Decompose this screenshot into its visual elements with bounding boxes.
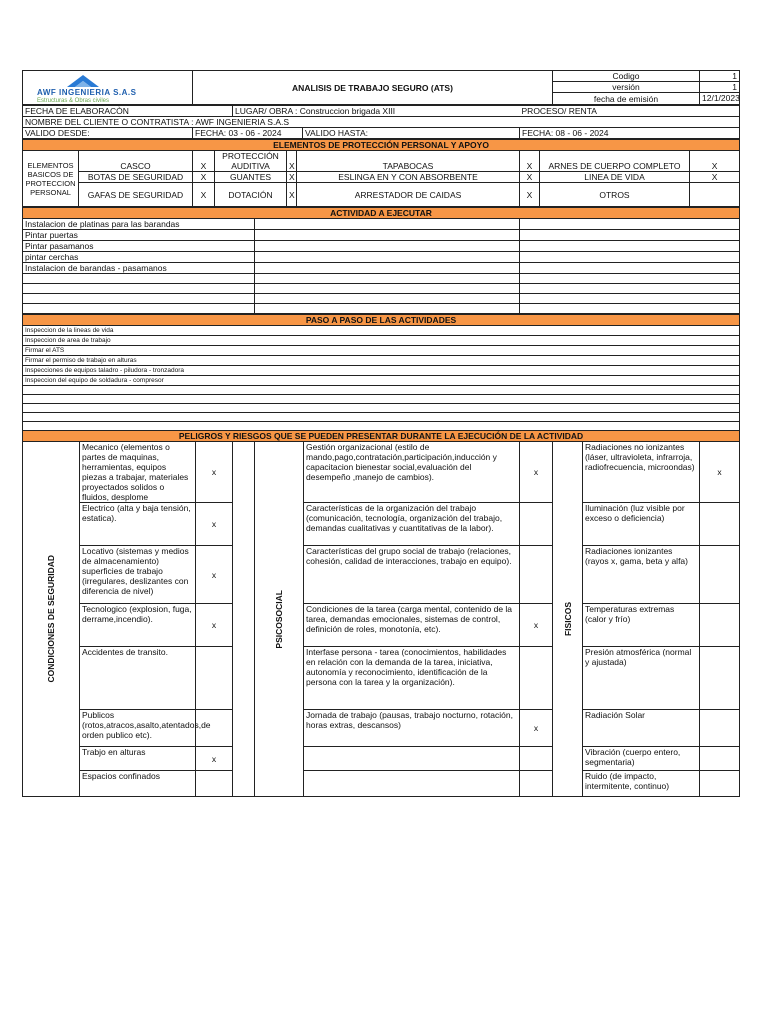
psicosocial-mark — [520, 747, 553, 771]
fisicos-risk: Iluminación (luz visible por exceso o deficiencia) — [583, 503, 700, 546]
fisicos-risk: Ruido (de impacto, intermitente, continuo) — [583, 771, 700, 797]
epp-eslinga: ESLINGA EN Y CON ABSORBENTE — [297, 172, 520, 183]
actividad-empty-cell — [255, 230, 520, 241]
fisicos-risk: Radiación Solar — [583, 710, 700, 747]
epp-proteccion-auditiva: PROTECCIÓN AUDITIVA — [215, 151, 287, 172]
peligro-row — [23, 503, 740, 546]
logo-text: AWF INGENIERIA S.A.S — [37, 87, 137, 97]
epp-gafas: GAFAS DE SEGURIDAD — [79, 183, 193, 207]
paso-row — [23, 336, 740, 346]
paso-row — [23, 326, 740, 336]
actividad-text: Pintar puertas — [23, 230, 255, 241]
actividad-row — [23, 304, 740, 314]
seguridad-risk: Mecanico (elementos o partes de maquinas, herramientas, equipos piezas a trabajar, materiales proyectados solidos o fluidos, desplome — [80, 442, 196, 503]
psicosocial-mark: x — [520, 442, 553, 503]
fisicos-mark: x — [700, 442, 740, 503]
epp-row-label: ELEMENTOS BASICOS DE PROTECCION PERSONAL — [23, 151, 79, 207]
paso-row — [23, 386, 740, 395]
peligro-row — [23, 771, 740, 797]
company-logo — [23, 71, 193, 105]
category-seguridad-label: CONDICIONES DE SEGURIDAD — [46, 555, 56, 683]
codigo-value: 1 — [700, 71, 740, 82]
psicosocial-risk: Interfase persona - tarea (conocimientos, habilidades en relación con la demanda de la tarea, iniciativa, autonomía y reconocimiento, identificación de la persona con la tarea y la organización). — [304, 647, 520, 710]
fisicos-risk: Temperaturas extremas (calor y frío) — [583, 604, 700, 647]
category-psicosocial-label: PSICOSOCIAL — [274, 589, 284, 649]
lugar-obra: LUGAR/ OBRA : Construccion brigada XIII — [233, 106, 520, 117]
epp-tapabocas-mark: X — [520, 151, 540, 172]
category-fisicos-label: FISICOS — [562, 601, 573, 636]
actividad-text: Pintar pasamanos — [23, 241, 255, 252]
epp-linea-vida: LINEA DE VIDA — [540, 172, 690, 183]
actividad-text: Instalacion de platinas para las barandas — [23, 219, 255, 230]
epp-botas-mark: X — [193, 172, 215, 183]
fisicos-mark — [700, 647, 740, 710]
epp-guantes: GUANTES — [215, 172, 287, 183]
peligro-row — [23, 604, 740, 647]
peligro-row — [23, 710, 740, 747]
paso-text — [23, 404, 740, 413]
epp-botas: BOTAS DE SEGURIDAD — [79, 172, 193, 183]
epp-arnes: ARNES DE CUERPO COMPLETO — [540, 151, 690, 172]
psicosocial-mark: x — [520, 710, 553, 747]
seguridad-mark: x — [196, 503, 233, 546]
psicosocial-risk — [304, 747, 520, 771]
paso-row — [23, 404, 740, 413]
epp-otros: OTROS — [540, 183, 690, 207]
form-title: ANALISIS DE TRABAJO SEGURO (ATS) — [193, 71, 553, 105]
actividad-text — [23, 304, 255, 314]
epp-table — [22, 139, 740, 207]
peligros-table — [22, 430, 740, 797]
emision-value: 12/1/2023 — [700, 93, 740, 105]
actividad-section-title: ACTIVIDAD A EJECUTAR — [23, 208, 740, 219]
epp-casco: CASCO — [79, 151, 193, 172]
category-psicosocial — [255, 442, 304, 797]
actividad-text: Instalacion de barandas - pasamanos — [23, 263, 255, 274]
epp-arrestador: ARRESTADOR DE CAIDAS — [297, 183, 520, 207]
epp-eslinga-mark: X — [520, 172, 540, 183]
peligro-row — [23, 647, 740, 710]
fecha-desde: FECHA: 03 - 06 - 2024 — [193, 128, 303, 139]
actividad-text — [23, 284, 255, 294]
actividad-row — [23, 241, 740, 252]
fisicos-risk: Radiaciones no ionizantes (láser, ultravioleta, infrarroja, radiofrecuencia, microondas) — [583, 442, 700, 503]
paso-text: Inspeccion del equipo de soldadura - compresor — [23, 376, 740, 386]
psicosocial-risk: Jornada de trabajo (pausas, trabajo nocturno, rotación, horas extras, descansos) — [304, 710, 520, 747]
psicosocial-risk: Gestión organizacional (estilo de mando,pago,contratación,participación,inducción y capacitacion bienestar social,evaluación del desempeño ,manejo de cambios). — [304, 442, 520, 503]
actividad-row — [23, 274, 740, 284]
actividad-text — [23, 294, 255, 304]
psicosocial-mark — [520, 647, 553, 710]
fisicos-mark — [700, 503, 740, 546]
actividad-empty-cell — [520, 304, 740, 314]
epp-tapabocas: TAPABOCAS — [297, 151, 520, 172]
actividad-text — [23, 274, 255, 284]
actividad-empty-cell — [255, 294, 520, 304]
epp-otros-mark — [690, 183, 740, 207]
paso-row — [23, 356, 740, 366]
logo-subtext: Estructuras & Obras civiles — [37, 97, 110, 104]
pasos-table — [22, 314, 740, 431]
actividad-row — [23, 219, 740, 230]
epp-guantes-mark: X — [287, 172, 297, 183]
ats-form — [22, 70, 739, 797]
epp-arrestador-mark: X — [520, 183, 540, 207]
actividad-empty-cell — [255, 219, 520, 230]
seguridad-risk: Electrico (alta y baja tensión, estatica). — [80, 503, 196, 546]
epp-section-title: ELEMENTOS DE PROTECCIÓN PERSONAL Y APOYO — [23, 140, 740, 151]
fecha-elaboracion: FECHA DE ELABORACÒN — [23, 106, 233, 117]
seguridad-mark: x — [196, 747, 233, 771]
actividad-empty-cell — [255, 241, 520, 252]
actividad-empty-cell — [520, 274, 740, 284]
fisicos-risk: Vibración (cuerpo entero, segmentaria) — [583, 747, 700, 771]
paso-text — [23, 413, 740, 422]
version-value: 1 — [700, 82, 740, 93]
paso-text — [23, 395, 740, 404]
peligro-row — [23, 546, 740, 604]
actividad-empty-cell — [255, 252, 520, 263]
fecha-hasta: FECHA: 08 - 06 - 2024 — [520, 128, 740, 139]
fisicos-mark — [700, 771, 740, 797]
actividad-empty-cell — [520, 263, 740, 274]
paso-row — [23, 413, 740, 422]
fisicos-mark — [700, 710, 740, 747]
peligro-row — [23, 442, 740, 503]
epp-dotacion-mark: X — [287, 183, 297, 207]
psicosocial-mark — [520, 771, 553, 797]
epp-gafas-mark: X — [193, 183, 215, 207]
seguridad-risk: Espacios confinados — [80, 771, 196, 797]
actividad-empty-cell — [520, 252, 740, 263]
valido-desde: VALIDO DESDE: — [23, 128, 193, 139]
seguridad-mark: x — [196, 442, 233, 503]
actividad-empty-cell — [255, 263, 520, 274]
epp-casco-mark: X — [193, 151, 215, 172]
seguridad-risk: Trabjo en alturas — [80, 747, 196, 771]
paso-row — [23, 346, 740, 356]
psicosocial-mark — [520, 546, 553, 604]
seguridad-risk: Tecnologico (explosion, fuga, derrame,incendio). — [80, 604, 196, 647]
emision-label: fecha de emisión — [553, 93, 700, 105]
paso-text: Inspeccion de la lineas de vida — [23, 326, 740, 336]
actividad-row — [23, 252, 740, 263]
actividad-table — [22, 207, 740, 314]
version-label: versión — [553, 82, 700, 93]
fisicos-risk: Presión atmosférica (normal y ajustada) — [583, 647, 700, 710]
seguridad-mark: x — [196, 604, 233, 647]
epp-dotacion: DOTACIÓN — [215, 183, 287, 207]
actividad-empty-cell — [255, 284, 520, 294]
seguridad-risk: Locativo (sistemas y medios de almacenamiento) superficies de trabajo (irregulares, deslizantes con diferencia de nivel) — [80, 546, 196, 604]
seguridad-mark — [196, 771, 233, 797]
category-seguridad — [23, 442, 80, 797]
peligro-row — [23, 747, 740, 771]
valido-hasta: VALIDO HASTA: — [303, 128, 520, 139]
actividad-text: pintar cerchas — [23, 252, 255, 263]
header-table — [22, 70, 740, 105]
actividad-row — [23, 284, 740, 294]
paso-row — [23, 376, 740, 386]
paso-row — [23, 395, 740, 404]
seguridad-risk: Accidentes de transito. — [80, 647, 196, 710]
actividad-empty-cell — [520, 230, 740, 241]
pasos-section-title: PASO A PASO DE LAS ACTIVIDADES — [23, 315, 740, 326]
fisicos-mark — [700, 747, 740, 771]
psicosocial-risk — [304, 771, 520, 797]
actividad-empty-cell — [520, 284, 740, 294]
epp-arnes-mark: X — [690, 151, 740, 172]
actividad-empty-cell — [520, 241, 740, 252]
actividad-row — [23, 263, 740, 274]
psicosocial-risk: Características de la organización del trabajo (comunicación, tecnología, organización del trabajo, demandas cualitativas y cuantitativas de la labor). — [304, 503, 520, 546]
seguridad-mark: x — [196, 546, 233, 604]
paso-text: Firmar el permiso de trabajo en alturas — [23, 356, 740, 366]
cliente: NOMBRE DEL CLIENTE O CONTRATISTA : AWF INGENIERIA S.A.S — [23, 117, 740, 128]
peligros-section-title: PELIGROS Y RIESGOS QUE SE PUEDEN PRESENTAR DURANTE LA EJECUCIÓN DE LA ACTIVIDAD — [23, 431, 740, 442]
psicosocial-mark: x — [520, 604, 553, 647]
actividad-row — [23, 294, 740, 304]
paso-text: Inspecciones de equipos taladro - piludora - tronzadora — [23, 366, 740, 376]
psicosocial-risk: Condiciones de la tarea (carga mental, contenido de la tarea, demandas emocionales, sistemas de control, definición de roles, monotonía, etc). — [304, 604, 520, 647]
actividad-row — [23, 230, 740, 241]
paso-text: Inspeccion de area de trabajo — [23, 336, 740, 346]
psicosocial-mark — [520, 503, 553, 546]
proceso: PROCESO/ RENTA — [520, 106, 740, 117]
paso-row — [23, 366, 740, 376]
actividad-empty-cell — [255, 304, 520, 314]
actividad-empty-cell — [520, 294, 740, 304]
codigo-label: Codigo — [553, 71, 700, 82]
info-table — [22, 105, 740, 139]
epp-linea-vida-mark: X — [690, 172, 740, 183]
psicosocial-risk: Características del grupo social de trabajo (relaciones, cohesión, calidad de interacciones, trabajo en equipo). — [304, 546, 520, 604]
fisicos-mark — [700, 546, 740, 604]
paso-text: Firmar el ATS — [23, 346, 740, 356]
fisicos-mark — [700, 604, 740, 647]
actividad-empty-cell — [255, 274, 520, 284]
seguridad-mark — [196, 647, 233, 710]
category-fisicos — [553, 442, 583, 797]
fisicos-risk: Radiaciones ionizantes (rayos x, gama, beta y alfa) — [583, 546, 700, 604]
seguridad-risk: Publicos (rotos,atracos,asalto,atentados,de orden publico etc). — [80, 710, 196, 747]
paso-text — [23, 386, 740, 395]
epp-proteccion-auditiva-mark: X — [287, 151, 297, 172]
column-gap — [233, 442, 255, 797]
actividad-empty-cell — [520, 219, 740, 230]
